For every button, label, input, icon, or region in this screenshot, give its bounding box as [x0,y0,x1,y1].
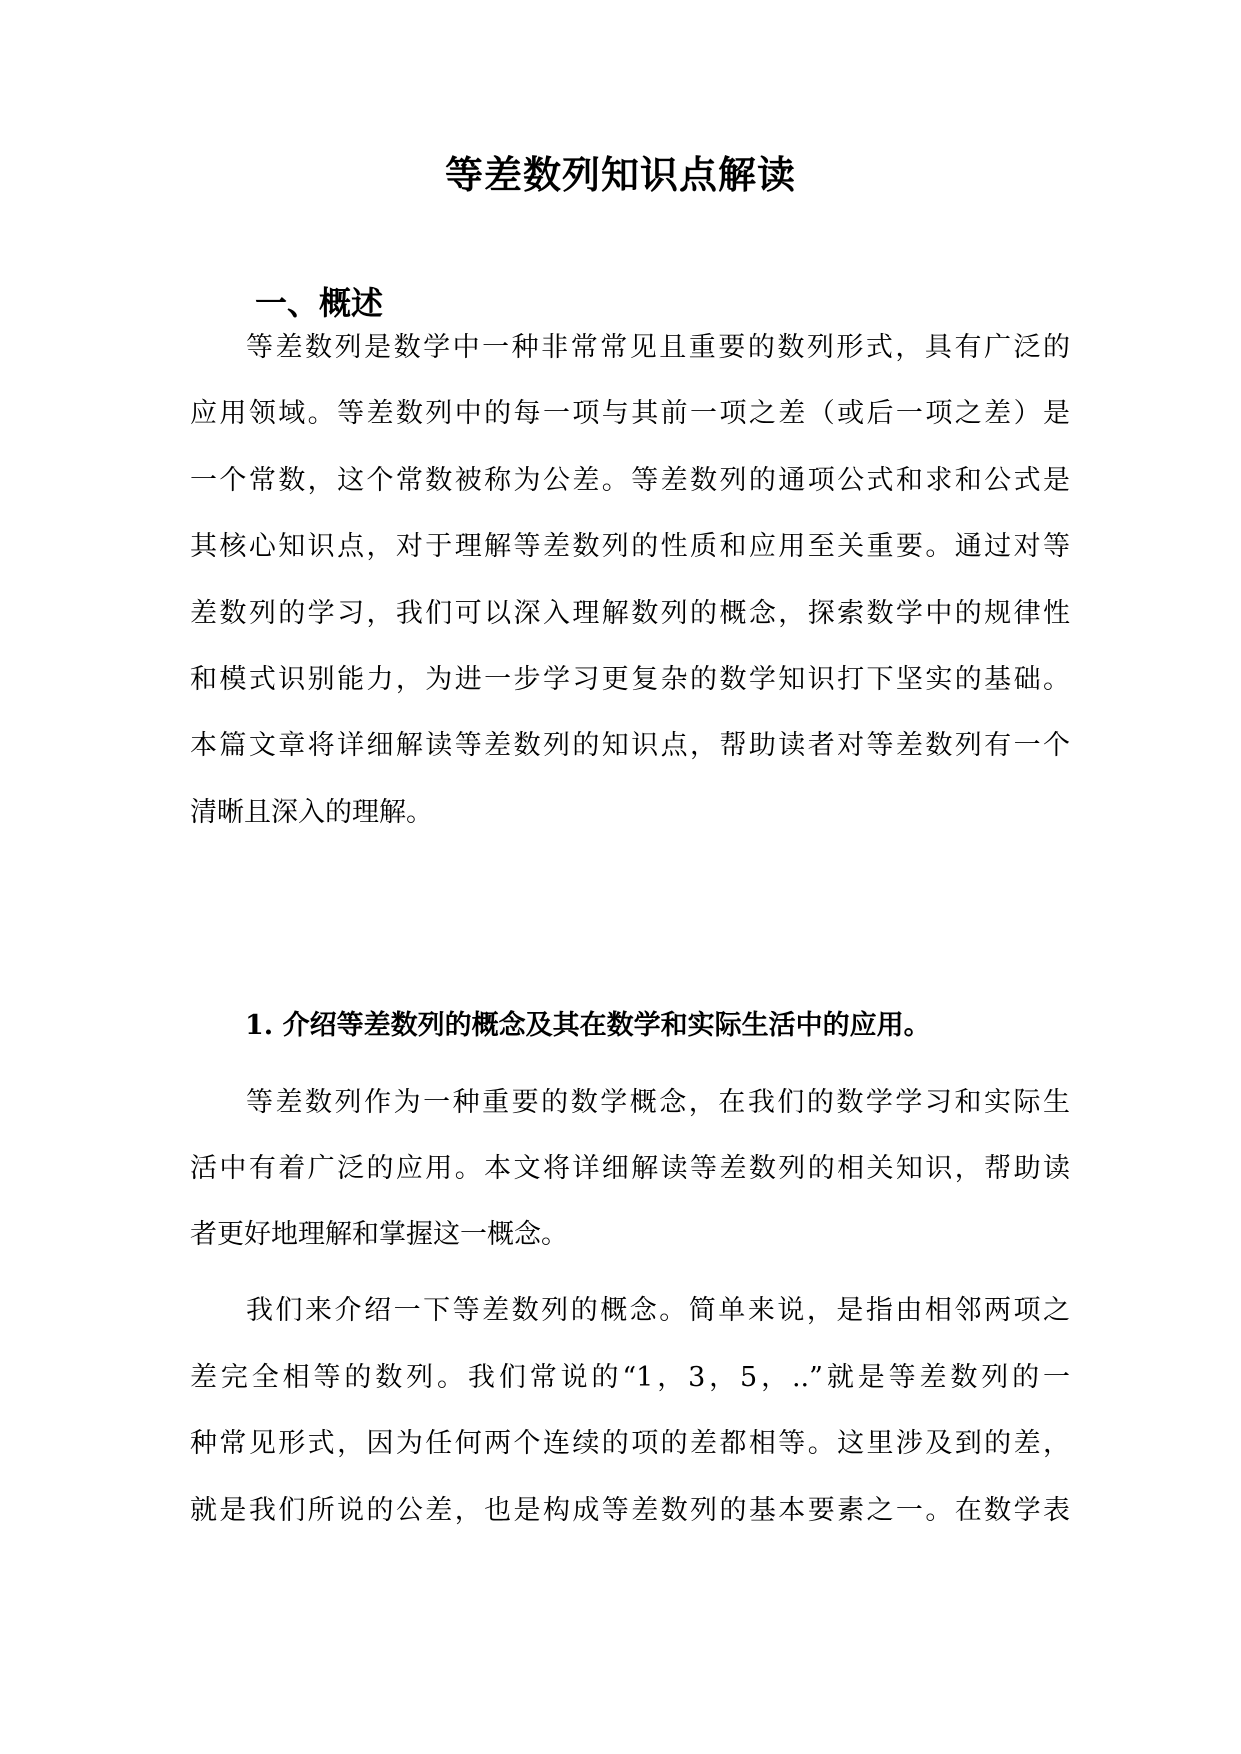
paragraph-line: 者更好地理解和掌握这一概念。 [190,1219,568,1250]
paragraph-line: 活中有着广泛的应用。本文将详细解读等差数列的相关知识，帮助读 [190,1153,1070,1184]
paragraph-line: 一个常数，这个常数被称为公差。等差数列的通项公式和求和公式是 [190,465,1070,496]
paragraph-line: 差数列的学习，我们可以深入理解数列的概念，探索数学中的规律性 [190,598,1070,629]
paragraph-line: 其核心知识点，对于理解等差数列的性质和应用至关重要。通过对等 [190,531,1070,562]
document-title: 等差数列知识点解读 [444,152,796,197]
subsection-heading: 1. 介绍等差数列的概念及其在数学和实际生活中的应用。 [245,1010,931,1041]
paragraph-line: 等差数列是数学中一种非常常见且重要的数列形式，具有广泛的 [246,332,1070,363]
paragraph-line: 种常见形式，因为任何两个连续的项的差都相等。这里涉及到的差， [190,1428,1070,1459]
paragraph-line: 清晰且深入的理解。 [190,797,433,828]
paragraph-line: 差完全相等的数列。我们常说的“1，3，5，..”就是等差数列的一 [190,1362,1070,1393]
paragraph-line: 应用领域。等差数列中的每一项与其前一项之差（或后一项之差）是 [190,398,1070,429]
section-heading-overview: 一、概述 [255,284,384,322]
paragraph-line: 就是我们所说的公差，也是构成等差数列的基本要素之一。在数学表 [190,1495,1070,1526]
paragraph-line: 本篇文章将详细解读等差数列的知识点，帮助读者对等差数列有一个 [190,730,1070,761]
paragraph-line: 我们来介绍一下等差数列的概念。简单来说，是指由相邻两项之 [246,1295,1070,1326]
paragraph-line: 等差数列作为一种重要的数学概念，在我们的数学学习和实际生 [246,1087,1070,1118]
paragraph-line: 和模式识别能力，为进一步学习更复杂的数学知识打下坚实的基础。 [190,664,1070,695]
